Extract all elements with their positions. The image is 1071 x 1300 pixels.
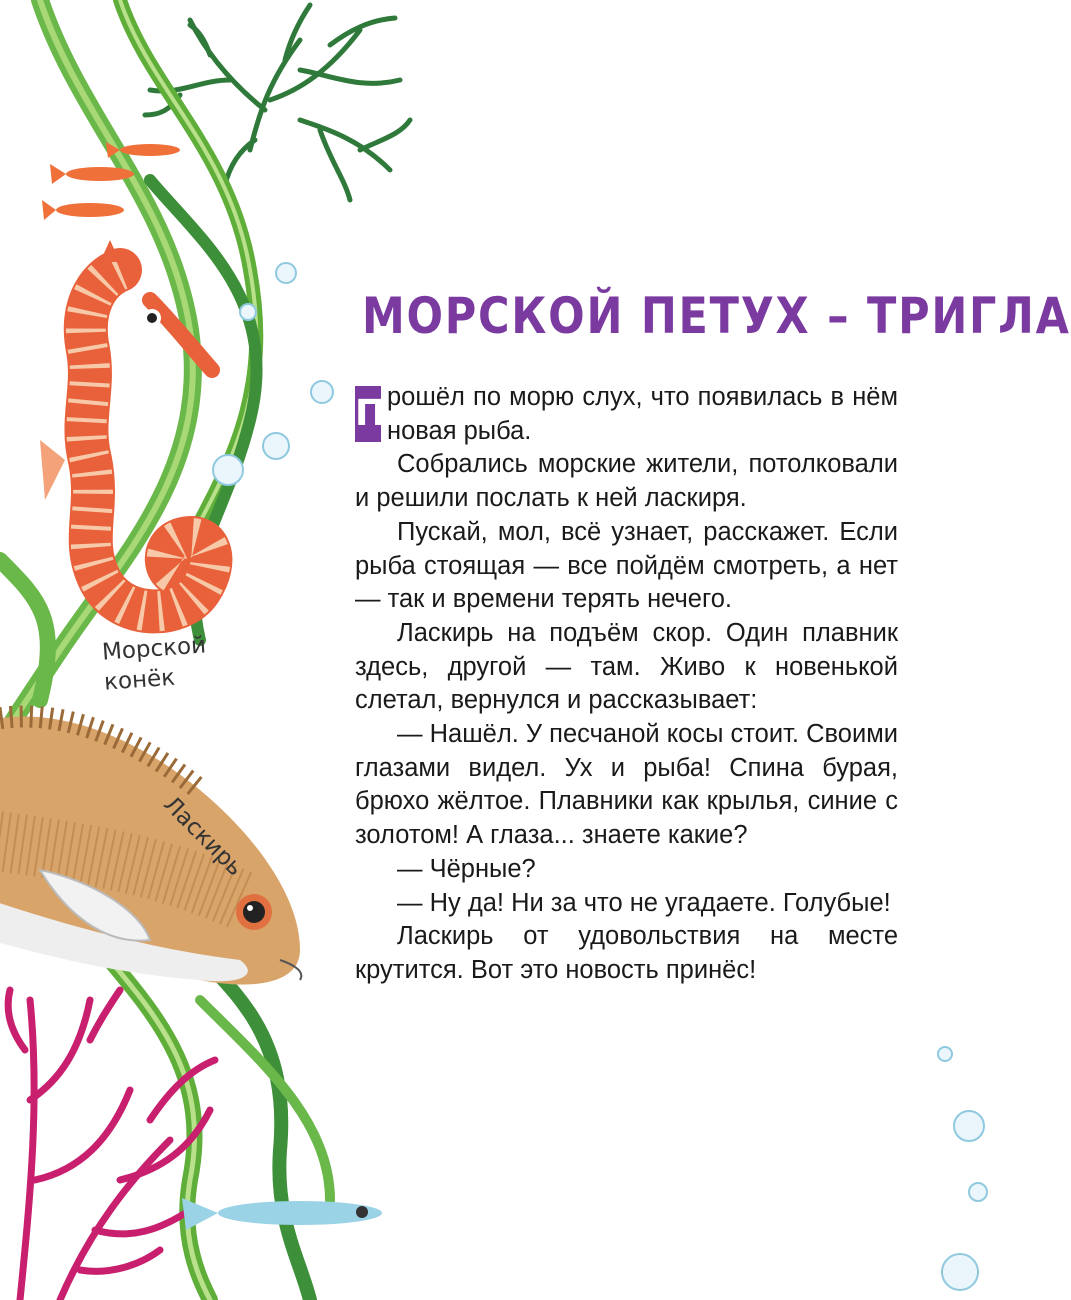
laskir-fish-illustration [0, 716, 301, 984]
branching-seaweed [145, 5, 410, 200]
small-orange-fish [42, 142, 180, 220]
paragraph-5: — Нашёл. У песчаной косы стоит. Своими глазами видел. Ух и рыба! Спина бурая, брюхо жёлтое. Плавники как крылья, синие с золотом! А глаза... знаете какие? [355, 720, 898, 850]
laskir-caption: Ласкирь [158, 791, 249, 882]
paragraph-6: — Чёрные? [397, 854, 536, 883]
seahorse-caption [101, 630, 209, 697]
paragraph-1 [355, 381, 898, 448]
paragraph-7: — Ну да! Ни за что не угадаете. Голубые! [397, 888, 891, 917]
paragraph-3: Пускай, мол, всё узнает, расскажет. Если рыба стоящая — все пойдём смотреть, а нет — так и времени терять нечего. [355, 517, 898, 614]
paragraph-4: Ласкирь на подъём скор. Один плавник здесь, другой — там. Живо к новенькой слетал, вернулся и рассказывает: [355, 618, 898, 715]
page-title: МОРСКОЙ ПЕТУХ – ТРИГЛА [362, 287, 1071, 345]
paragraph-1-text: рошёл по морю слух, что появилась в нём новая рыба. [387, 383, 898, 445]
story-text [355, 381, 898, 988]
seahorse-caption-line1: Морской [101, 632, 207, 666]
paragraph-8: Ласкирь от удовольствия на месте крутится. Вот это новость принёс! [355, 922, 898, 984]
paragraph-2: Собрались морские жители, потолковали и решили послать к ней ласкиря. [355, 450, 898, 513]
drop-cap: П [355, 386, 381, 442]
seahorse-caption-line2: конёк [103, 664, 176, 696]
